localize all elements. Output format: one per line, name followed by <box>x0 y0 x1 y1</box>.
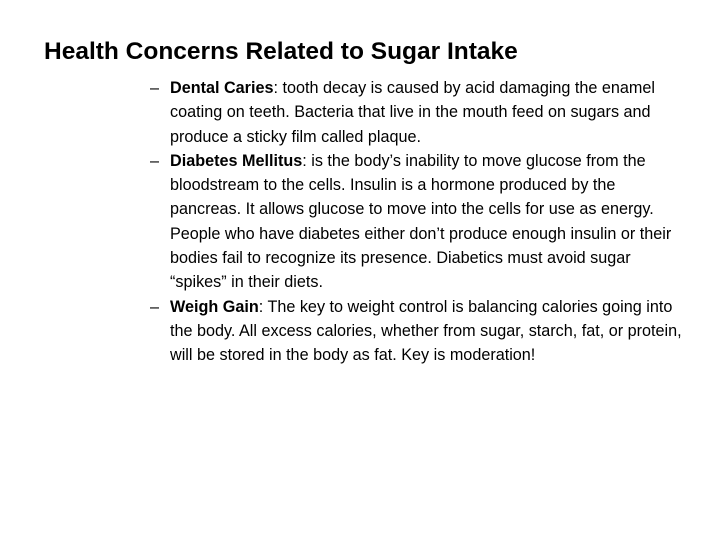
bullet-term: Weigh Gain <box>170 297 259 316</box>
bullet-text: : The key to weight control is balancing calories going into the body. All excess calories, whether from sugar, starch, fat, or protein, will be stored in the body as fat. Key is moderation! <box>170 297 682 365</box>
bullet-dash: – <box>150 79 160 97</box>
bullet-weigh-gain <box>150 295 690 368</box>
bullet-list <box>150 76 690 368</box>
bullet-dash: – <box>150 151 160 170</box>
bullet-term: Diabetes Mellitus <box>170 151 303 170</box>
bullet-diabetes-mellitus <box>150 149 690 295</box>
bullet-term: Dental Caries <box>170 79 274 97</box>
bullet-text: : tooth decay is caused by acid damaging the enamel coating on teeth. Bacteria that live in the mouth feed on sugars and produce a sticky film called plaque. <box>170 79 656 146</box>
bullet-dash: – <box>150 297 160 316</box>
bullet-dental-caries <box>150 76 690 149</box>
slide-title: Health Concerns Related to Sugar Intake <box>44 38 518 65</box>
bullet-text: : is the body’s inability to move glucose from the bloodstream to the cells. Insulin is a hormone produced by the pancreas. It allows glucose to move into the cells for use as energy. People who have diabetes either don’t produce enough insulin or their bodies fail to recognize its presence. Diabetics must avoid sugar “spikes” in their diets. <box>170 151 672 292</box>
